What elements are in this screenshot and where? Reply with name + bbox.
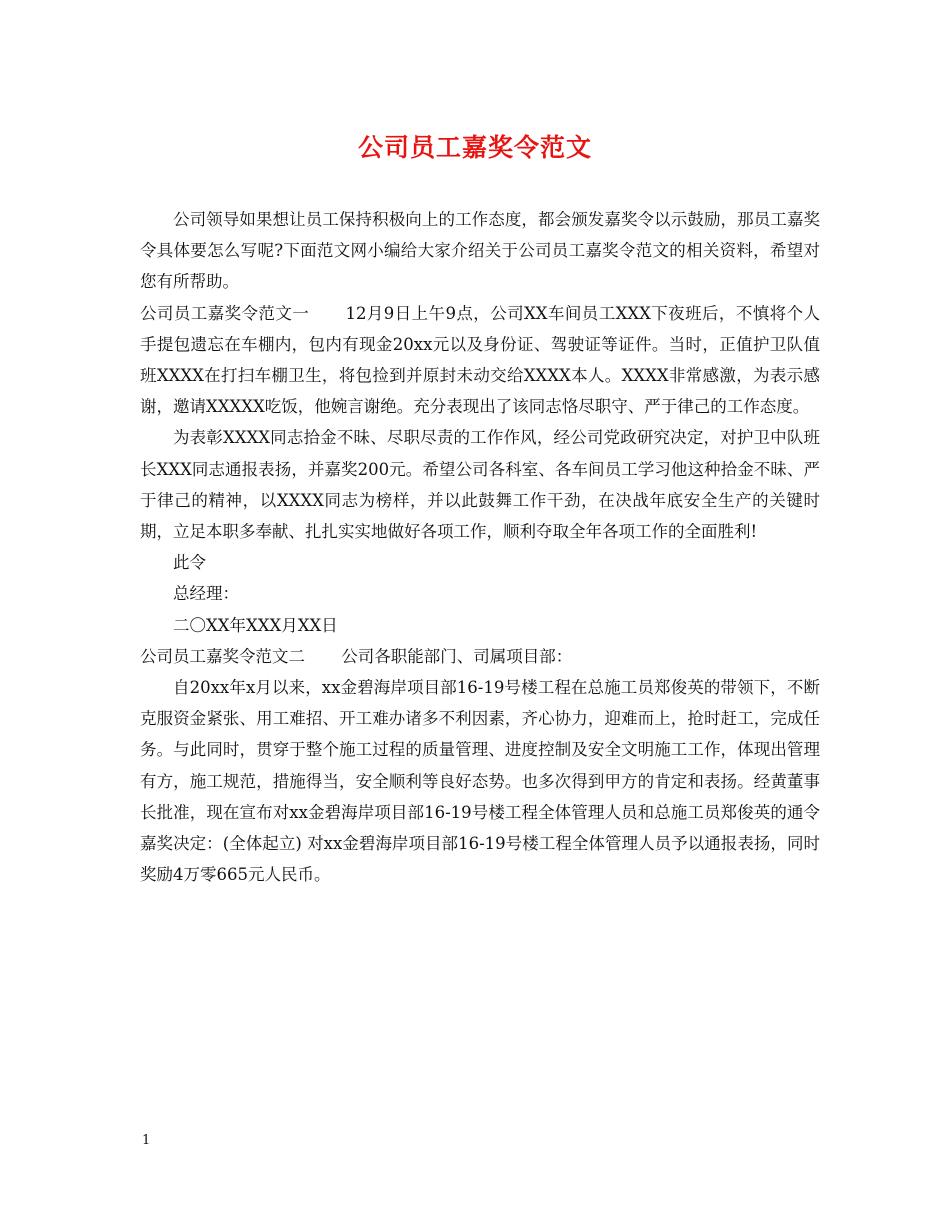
sample1-signer: 总经理： [173, 584, 239, 604]
sample2-first-line [140, 641, 820, 672]
sample2-addressee: 公司各职能部门、司属项目部： [341, 646, 573, 666]
document-title: 公司员工嘉奖令范文 [357, 133, 592, 162]
sample2-heading: 公司员工嘉奖令范文二 [140, 646, 305, 666]
intro-paragraph: 公司领导如果想让员工保持积极向上的工作态度，都会颁发嘉奖令以示鼓励，那员工嘉奖令具体要怎么写呢?下面范文网小编给大家介绍关于公司员工嘉奖令范文的相关资料，希望对您有所帮助。 [140, 210, 820, 292]
sample1-date: 二〇XX年XXX月XX日 [173, 615, 338, 635]
sample1-first-paragraph [140, 298, 820, 423]
sample1-closing: 此令 [173, 553, 206, 573]
sample2-para1: 自20xx年x月以来，xx金碧海岸项目部16-19号楼工程在总施工员郑俊英的带领下，不断克服资金紧张、用工难招、开工难办诸多不利因素，齐心协力，迎难而上，抢时赶工，完成任务。与此同时，贯穿于整个施工过程的质量管理、进度控制及安全文明施工工作，体现出管理有方，施工规范，措施得当，安全顺利等良好态势。也多次得到甲方的肯定和表扬。经黄董事长批准，现在宣布对xx金碧海岸项目部16-19号楼工程全体管理人员和总施工员郑俊英的通令嘉奖决定：(全体起立) 对xx金碧海岸项目部16-19号楼工程全体管理人员予以通报表扬，同时奖励4万零665元人民币。 [140, 678, 820, 885]
document-body [140, 204, 820, 890]
sample1-para1: 12月9日上午9点，公司XX车间员工XXX下夜班后，不慎将个人手提包遗忘在车棚内，包内有现金20xx元以及身份证、驾驶证等证件。当时，正值护卫队值班XXXX在打扫车棚卫生，将包捡到并原封未动交给XXXX本人。XXXX非常感激，为表示感谢，邀请XXXXX吃饭，他婉言谢绝。充分表现出了该同志恪尽职守、严于律己的工作态度。 [140, 303, 821, 417]
sample1-para2: 为表彰XXXX同志拾金不昧、尽职尽责的工作作风，经公司党政研究决定，对护卫中队班长XXX同志通报表扬，并嘉奖200元。希望公司各科室、各车间员工学习他这种拾金不昧、严于律己的精神，以XXXX同志为榜样，并以此鼓舞工作干劲，在决战年底安全生产的关键时期，立足本职多奉献、扎扎实实地做好各项工作，顺利夺取全年各项工作的全面胜利! [140, 428, 820, 542]
sample1-heading: 公司员工嘉奖令范文一 [140, 303, 310, 323]
page-number: 1 [142, 1133, 151, 1148]
